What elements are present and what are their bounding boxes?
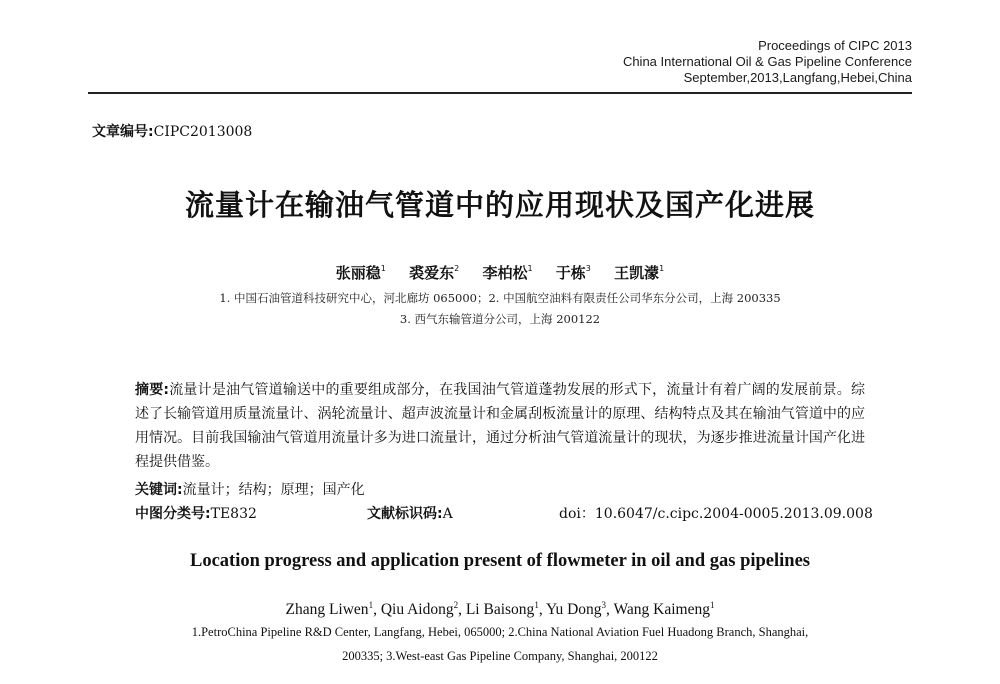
author-cn <box>409 264 459 282</box>
conference-name: China International Oil & Gas Pipeline Conference <box>622 54 912 69</box>
paper-title-cn: 流量计在输油气管道中的应用现状及国产化进展 <box>184 188 815 222</box>
author-name: Yu Dong <box>546 601 602 618</box>
keywords-label: 关键词: <box>135 482 183 498</box>
author-name: Li Baisong <box>465 601 535 618</box>
article-id-value: CIPC2013008 <box>153 124 253 140</box>
author-affil-mark: 2 <box>454 264 460 273</box>
abstract <box>135 378 865 474</box>
header-rule <box>88 92 912 94</box>
author-separator: , <box>538 601 546 618</box>
author-cn <box>336 264 386 282</box>
author-en <box>381 601 466 618</box>
author-cn <box>556 264 591 282</box>
author-name: Zhang Liwen <box>285 601 369 618</box>
document-code-value: A <box>442 506 453 522</box>
author-affil-mark: 2 <box>453 600 459 610</box>
author-en <box>466 601 546 618</box>
authors-cn <box>0 262 1000 283</box>
abstract-text: 流量计是油气管道输送中的重要组成部分，在我国油气管道蓬勃发展的形式下，流量计有着广阔的发展前景。综述了长输管道用质量流量计、涡轮流量计、超声波流量计和金属刮板流量计的原理、结构特点及其在输油气管道中的应用情况。目前我国输油气管道用流量计多为进口流量计，通过分析油气管道流量计的现状，为逐步推进流量计国产化进程提供借鉴。 <box>135 382 865 470</box>
article-id <box>92 121 252 141</box>
classification-row <box>135 503 873 523</box>
author-separator: , <box>458 601 466 618</box>
author-separator: , <box>606 601 614 618</box>
author-en <box>614 601 715 618</box>
keywords-value: 流量计；结构；原理；国产化 <box>182 482 365 498</box>
author-affil-mark: 3 <box>601 600 607 610</box>
author-en <box>285 601 380 618</box>
author-affil-mark: 1 <box>710 600 715 610</box>
conference-date-location: September,2013,Langfang,Hebei,China <box>683 70 912 85</box>
author-separator: , <box>373 601 381 618</box>
author-affil-mark: 1 <box>368 600 374 610</box>
keywords <box>135 479 365 499</box>
document-code <box>367 503 453 523</box>
affiliation-cn-line-1: 1. 中国石油管道科技研究中心，河北廊坊 065000；2. 中国航空油料有限责任公司华东分公司，上海 200335 <box>219 291 781 305</box>
paper-title-en: Location progress and application present of flowmeter in oil and gas pipelines <box>190 551 810 571</box>
author-affil-mark: 1 <box>527 264 533 273</box>
doi-label: doi： <box>559 506 595 522</box>
authors-en <box>0 600 1000 619</box>
author-en <box>546 601 614 618</box>
doi-value: 10.6047/c.cipc.2004-0005.2013.09.008 <box>594 506 873 522</box>
author-cn <box>614 264 664 282</box>
clc-value: TE832 <box>210 506 257 522</box>
author-name: 李柏松 <box>482 264 528 282</box>
affiliation-cn-line-2: 3. 西气东输管道分公司，上海 200122 <box>399 312 601 326</box>
proceedings-header <box>623 38 912 86</box>
author-affil-mark: 3 <box>585 264 591 273</box>
doi <box>559 503 873 523</box>
author-cn <box>482 264 532 282</box>
author-name: 张丽稳 <box>335 264 381 282</box>
clc-label: 中图分类号: <box>135 506 211 522</box>
document-code-label: 文献标识码: <box>367 506 443 522</box>
author-affil-mark: 1 <box>534 600 539 610</box>
proceedings-title: Proceedings of CIPC 2013 <box>758 38 912 53</box>
author-name: Qiu Aidong <box>380 601 454 618</box>
affiliation-en-line-2: 200335; 3.West-east Gas Pipeline Company, Shanghai, 200122 <box>342 649 658 663</box>
author-affil-mark: 1 <box>659 264 665 273</box>
abstract-label: 摘要: <box>135 382 170 398</box>
affiliation-en-line-1: 1.PetroChina Pipeline R&D Center, Langfang, Hebei, 065000; 2.China National Aviation Fuel Huadong Branch, Shanghai, <box>191 625 809 639</box>
author-name: 裘爱东 <box>409 264 455 282</box>
author-name: Wang Kaimeng <box>613 601 710 618</box>
article-id-label: 文章编号: <box>92 124 154 140</box>
author-affil-mark: 1 <box>380 264 386 273</box>
author-name: 于栋 <box>555 264 586 282</box>
clc-number <box>135 506 257 522</box>
author-name: 王凯濛 <box>614 264 660 282</box>
